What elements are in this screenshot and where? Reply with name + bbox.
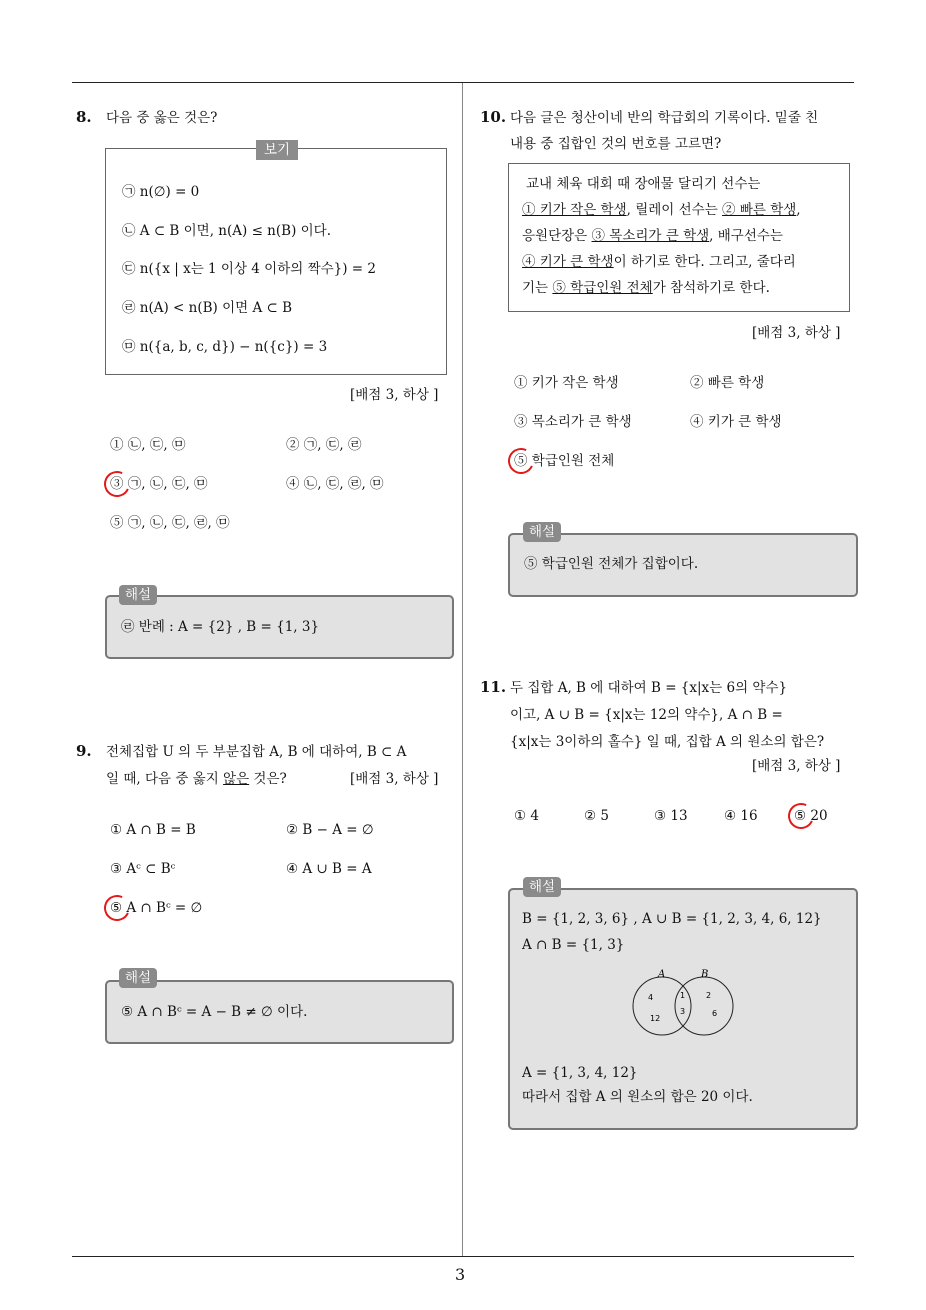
choice-4[interactable]: ④ A ∪ B = A — [286, 861, 372, 877]
underlined-phrase: ③ 목소리가 큰 학생 — [591, 228, 710, 244]
choice-2[interactable]: ② ㉠, ㉢, ㉣ — [286, 437, 362, 453]
venn-element: 3 — [680, 1007, 686, 1016]
question-stem: 이고, A ∪ B = {x|x는 12의 약수}, A ∩ B = — [510, 707, 783, 723]
passage-text-run: 기는 — [522, 280, 553, 296]
solution-text: ⑤ A ∩ Bᶜ = A − B ≠ ∅ 이다. — [121, 1004, 308, 1020]
choice-4[interactable]: ④ 16 — [724, 808, 758, 824]
passage-text-run: 이 하기로 한다. 그리고, 줄다리 — [613, 254, 796, 270]
choice-1[interactable]: ① ㉡, ㉢, ㉤ — [110, 437, 186, 453]
question-stem: {x|x는 3이하의 홀수} 일 때, 집합 A 의 원소의 합은? — [510, 734, 825, 750]
score-label: [배점 3, 하상 ] — [752, 325, 841, 341]
choice-4[interactable]: ④ 키가 큰 학생 — [690, 414, 782, 430]
solution-label: 해설 — [523, 877, 561, 897]
solution-label: 해설 — [119, 968, 157, 988]
venn-element: 12 — [650, 1014, 661, 1023]
choice-1[interactable]: ① A ∩ B = B — [110, 822, 196, 838]
underlined-phrase: ⑤ 학급인원 전체 — [552, 280, 653, 296]
choice-5[interactable]: ⑤ ㉠, ㉡, ㉢, ㉣, ㉤ — [110, 515, 230, 531]
choice-2[interactable]: ② B − A = ∅ — [286, 822, 374, 838]
selected-answer-mark — [504, 444, 537, 477]
question-stem: 다음 중 옳은 것은? — [106, 110, 218, 126]
venn-element: 6 — [712, 1009, 718, 1018]
passage-text-run: 가 참석하기로 한다. — [652, 280, 770, 296]
choice-1[interactable]: ① 키가 작은 학생 — [514, 375, 619, 391]
passage-line — [522, 275, 836, 301]
passage-line — [522, 197, 836, 223]
venn-element: 4 — [648, 993, 654, 1002]
choice-4[interactable]: ④ ㉡, ㉢, ㉣, ㉤ — [286, 476, 384, 492]
score-label: [배점 3, 하상 ] — [752, 758, 841, 774]
score-label: [배점 3, 하상 ] — [350, 771, 439, 787]
passage-text — [522, 171, 836, 301]
underlined-phrase: ④ 키가 큰 학생 — [522, 254, 614, 270]
stem-text: 것은? — [249, 771, 287, 787]
stem-underlined: 않은 — [223, 771, 250, 787]
choice-3[interactable]: ③ 13 — [654, 808, 688, 824]
venn-label-a: A — [658, 969, 666, 980]
page-number: 3 — [455, 1265, 466, 1284]
venn-diagram — [628, 966, 740, 1040]
choice-1[interactable]: ① 4 — [514, 808, 539, 824]
solution-text: ㉣ 반례 : A = {2} , B = {1, 3} — [121, 619, 320, 635]
choice-5[interactable]: ⑤ 20 — [794, 808, 828, 824]
choice-2[interactable]: ② 5 — [584, 808, 609, 824]
venn-element: 1 — [680, 991, 686, 1000]
question-stem: 두 집합 A, B 에 대하여 B = {x|x는 6의 약수} — [510, 680, 788, 696]
solution-label: 해설 — [523, 522, 561, 542]
underlined-phrase: ① 키가 작은 학생 — [522, 202, 627, 218]
solution-text: ⑤ 학급인원 전체가 집합이다. — [524, 556, 699, 572]
choice-5[interactable]: ⑤ A ∩ Bᶜ = ∅ — [110, 900, 203, 916]
passage-text-run: , 릴레이 선수는 — [626, 202, 723, 218]
top-rule — [72, 82, 854, 83]
solution-text: B = {1, 2, 3, 6} , A ∪ B = {1, 2, 3, 4, 6, 12} — [522, 911, 822, 927]
bogi-item: ㉢ n({x | x는 1 이상 4 이하의 짝수}) = 2 — [122, 261, 377, 277]
solution-label: 해설 — [119, 585, 157, 605]
solution-text: 따라서 집합 A 의 원소의 합은 20 이다. — [522, 1089, 753, 1105]
passage-text-run: , — [796, 202, 801, 218]
bogi-label: 보기 — [256, 140, 298, 160]
passage-line: 교내 체육 대회 때 장애물 달리기 선수는 — [526, 176, 761, 192]
underlined-phrase: ② 빠른 학생 — [722, 202, 797, 218]
question-number: 8. — [76, 108, 92, 126]
selected-answer-mark — [784, 799, 817, 832]
bogi-item: ㉤ n({a, b, c, d}) − n({c}) = 3 — [122, 339, 328, 355]
venn-element: 2 — [706, 991, 712, 1000]
score-label: [배점 3, 하상 ] — [350, 387, 439, 403]
passage-text-run: 응원단장은 — [522, 228, 592, 244]
bogi-item: ㉠ n(∅) = 0 — [122, 184, 200, 200]
passage-line — [522, 223, 836, 249]
venn-label-b: B — [701, 969, 709, 980]
bogi-item: ㉣ n(A) < n(B) 이면 A ⊂ B — [122, 300, 293, 316]
question-number: 11. — [480, 678, 507, 696]
passage-line — [522, 249, 836, 275]
question-stem — [106, 769, 287, 789]
solution-text: A = {1, 3, 4, 12} — [522, 1065, 638, 1081]
column-divider — [462, 83, 463, 1257]
solution-text: A ∩ B = {1, 3} — [522, 937, 625, 953]
passage-text-run: , 배구선수는 — [709, 228, 783, 244]
bogi-item: ㉡ A ⊂ B 이면, n(A) ≤ n(B) 이다. — [122, 223, 331, 239]
question-number: 9. — [76, 742, 92, 760]
choice-3[interactable]: ③ 목소리가 큰 학생 — [514, 414, 632, 430]
selected-answer-mark — [100, 891, 133, 924]
choice-2[interactable]: ② 빠른 학생 — [690, 375, 765, 391]
choice-5[interactable]: ⑤ 학급인원 전체 — [514, 453, 615, 469]
question-stem: 전체집합 U 의 두 부분집합 A, B 에 대하여, B ⊂ A — [106, 744, 407, 760]
question-number: 10. — [480, 108, 507, 126]
question-stem: 내용 중 집합인 것의 번호를 고르면? — [510, 136, 722, 152]
stem-text: 일 때, 다음 중 옳지 — [106, 771, 224, 787]
choice-3[interactable]: ③ Aᶜ ⊂ Bᶜ — [110, 861, 176, 877]
choice-3[interactable]: ③ ㉠, ㉡, ㉢, ㉤ — [110, 476, 208, 492]
selected-answer-mark — [100, 467, 133, 500]
question-stem: 다음 글은 청산이네 반의 학급회의 기록이다. 밑줄 친 — [510, 110, 819, 126]
bottom-rule — [72, 1256, 854, 1257]
